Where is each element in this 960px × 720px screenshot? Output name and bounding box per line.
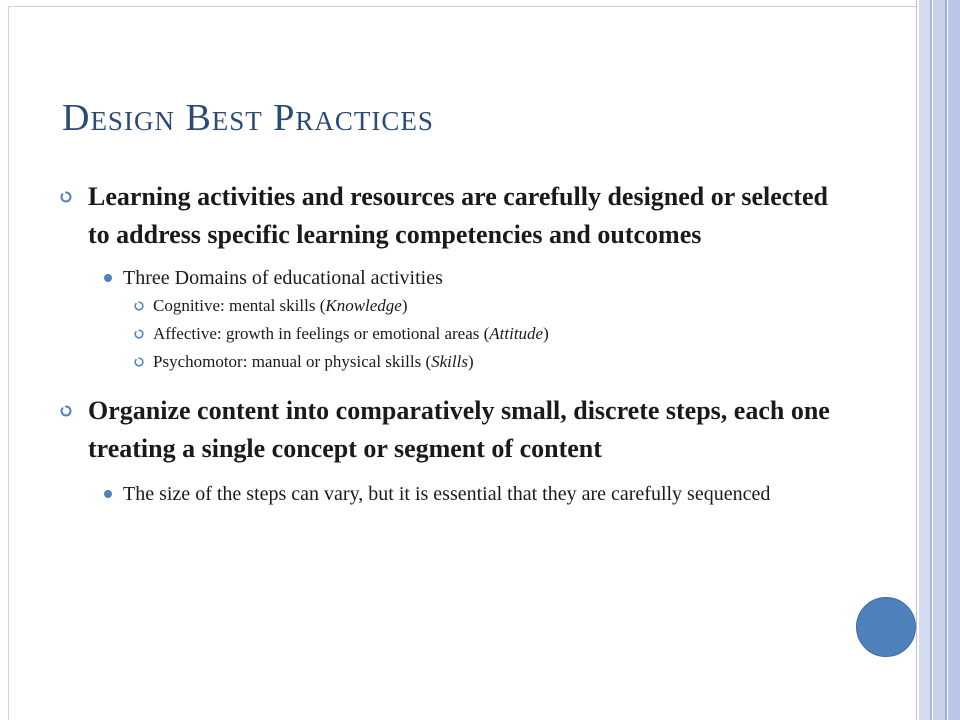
bullet-text: Three Domains of educational activities xyxy=(123,267,443,289)
decorative-stripe xyxy=(933,0,945,720)
decorative-stripe xyxy=(948,0,960,720)
bullet-text: Psychomotor: manual or physical skills ( xyxy=(153,352,432,371)
decorative-stripe xyxy=(930,0,932,720)
frame-left-line xyxy=(8,6,9,720)
slide-content xyxy=(60,178,830,508)
bullet-text: The size of the steps can vary, but it is essential that they are carefully sequenced xyxy=(123,483,771,505)
bullet-level-1 xyxy=(60,178,830,254)
bullet-text: ) xyxy=(543,324,549,343)
decorative-stripe xyxy=(916,0,917,720)
bullet-emphasis: Knowledge xyxy=(325,296,402,315)
ring-bullet-icon xyxy=(60,191,72,203)
ring-bullet-icon xyxy=(134,357,144,367)
ring-bullet-icon xyxy=(60,405,72,417)
bullet-text: Organize content into comparatively small, discrete steps, each one treating a single concept or segment of content xyxy=(88,396,830,463)
bullet-level-2 xyxy=(101,264,830,292)
bullet-text: Cognitive: mental skills ( xyxy=(153,296,326,315)
ring-bullet-icon xyxy=(134,329,144,339)
ring-bullet-icon xyxy=(134,301,144,311)
slide-title: Design Best Practices xyxy=(62,97,434,139)
bullet-level-3 xyxy=(133,292,830,320)
bullet-text: Learning activities and resources are carefully designed or selected to address specific learning competencies and outcomes xyxy=(88,182,828,249)
bullet-text: ) xyxy=(401,296,408,315)
dot-bullet-icon xyxy=(104,490,112,498)
bullet-emphasis: Skills xyxy=(431,352,468,371)
bullet-level-3 xyxy=(133,348,830,376)
bullet-emphasis: Attitude xyxy=(489,324,544,343)
frame-top-line xyxy=(8,6,916,7)
bullet-text: ) xyxy=(467,352,474,371)
dot-bullet-icon xyxy=(104,274,112,282)
bullet-level-2 xyxy=(101,480,830,508)
decorative-stripe xyxy=(945,0,947,720)
bullet-text: Affective: growth in feelings or emotional areas ( xyxy=(153,324,490,343)
bullet-level-3 xyxy=(133,320,830,348)
bullet-level-1 xyxy=(60,392,830,468)
decorative-circle xyxy=(856,597,916,657)
decorative-stripe xyxy=(919,0,930,720)
